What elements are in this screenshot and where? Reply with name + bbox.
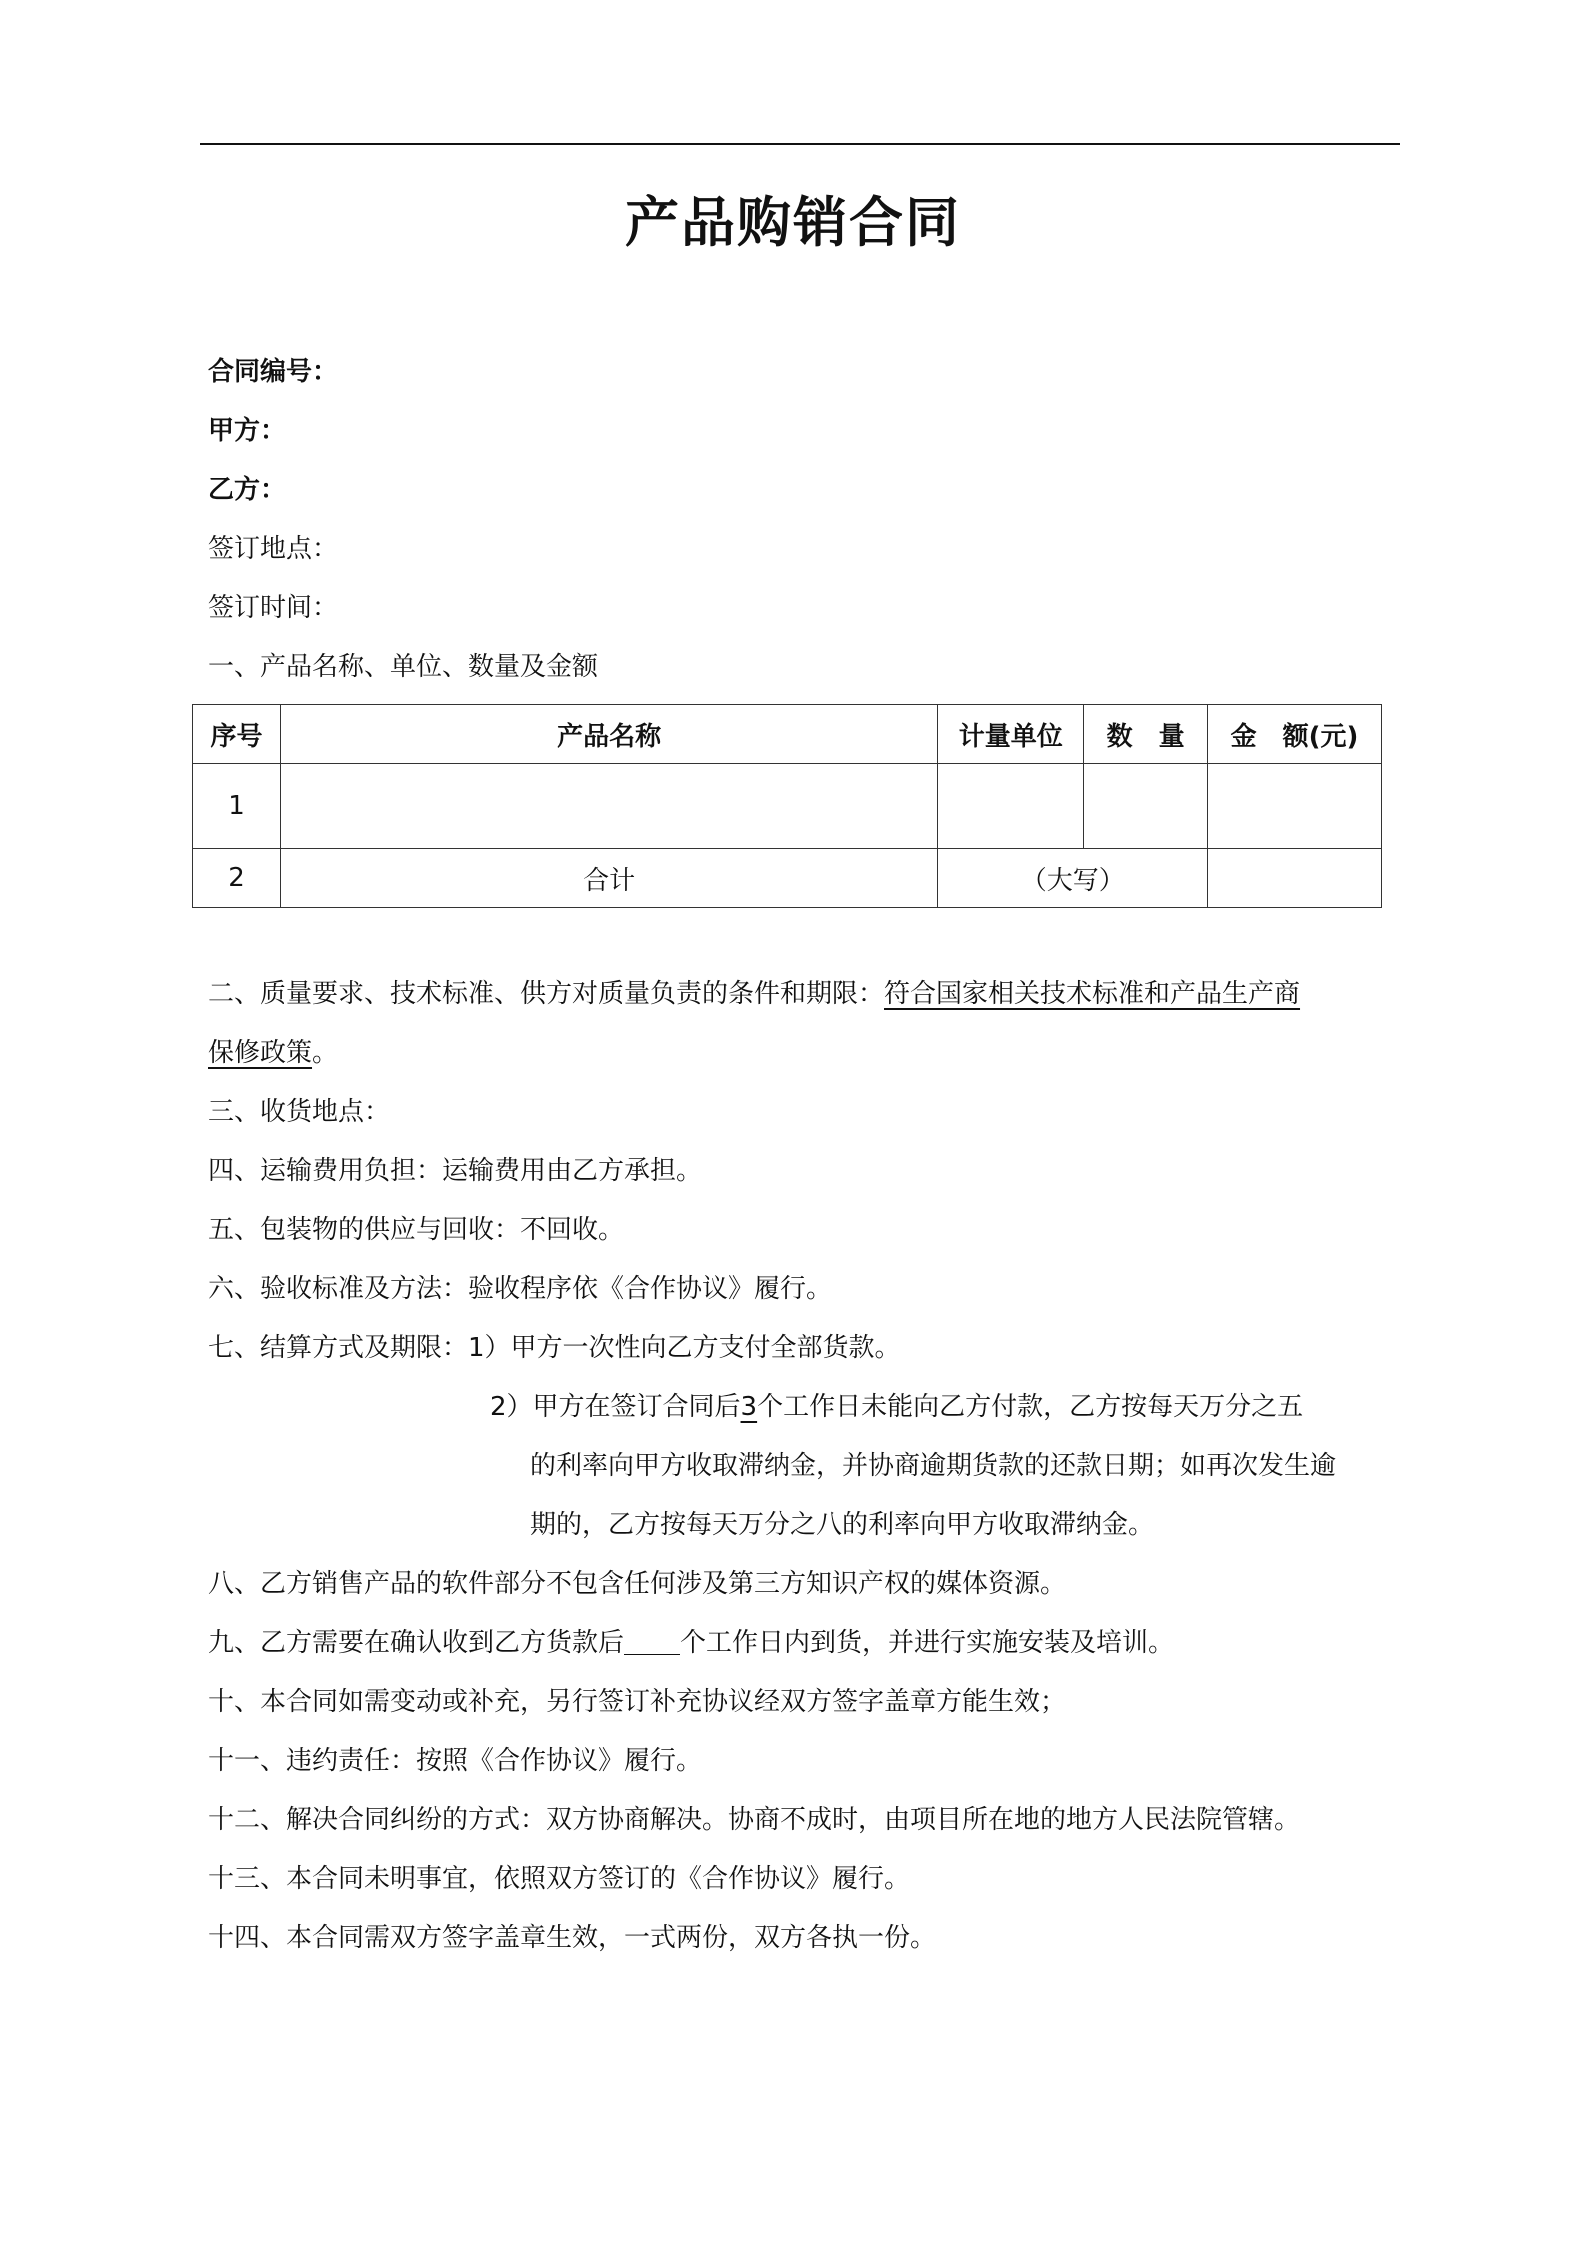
section-11: 十一、违约责任：按照《合作协议》履行。 [208, 1746, 703, 1776]
section-4: 四、运输费用负担：运输费用由乙方承担。 [208, 1156, 703, 1186]
section-7-line2-post: 个工作日未能向乙方付款，乙方按每天万分之五 [757, 1392, 1304, 1422]
row1-quantity [1084, 764, 1208, 849]
section-2-end: 。 [312, 1038, 339, 1068]
section-7-days: 3 [740, 1392, 758, 1422]
total-amount [1208, 849, 1382, 908]
section-9-blank [624, 1628, 680, 1655]
row1-no: 1 [193, 764, 281, 849]
section-9-pre: 九、乙方需要在确认收到乙方货款后 [208, 1628, 625, 1658]
sign-time-label: 签订时间： [208, 593, 339, 623]
section-9-post: 个工作日内到货，并进行实施安装及培训。 [680, 1628, 1175, 1658]
col-header-quantity: 数 量 [1084, 705, 1208, 764]
col-header-no: 序号 [193, 705, 281, 764]
section-2-underlined-2: 保修政策 [208, 1038, 313, 1068]
section-6: 六、验收标准及方法：验收程序依《合作协议》履行。 [208, 1274, 833, 1304]
col-header-amount: 金 额(元) [1208, 705, 1382, 764]
col-header-unit: 计量单位 [938, 705, 1084, 764]
section-5: 五、包装物的供应与回收：不回收。 [208, 1215, 625, 1245]
table-header-row [193, 705, 1382, 764]
section-2-prefix: 二、质量要求、技术标准、供方对质量负责的条件和期限： [208, 979, 885, 1009]
section-7-line2-pre: 2）甲方在签订合同后 [490, 1392, 741, 1422]
table-row [193, 764, 1382, 849]
section-13: 十三、本合同未明事宜，依照双方签订的《合作协议》履行。 [208, 1864, 911, 1894]
row2-no: 2 [193, 849, 281, 908]
table-row [193, 849, 1382, 908]
row1-product-name [280, 764, 937, 849]
total-capital: （大写） [938, 849, 1208, 908]
section-2-underlined-1: 符合国家相关技术标准和产品生产商 [884, 979, 1301, 1009]
section-7-line2 [490, 1389, 1303, 1425]
goods-table [192, 704, 1382, 908]
sign-place-label: 签订地点： [208, 534, 339, 564]
party-b-label: 乙方： [208, 475, 287, 505]
row1-unit [938, 764, 1084, 849]
section-2-line2 [208, 1035, 338, 1071]
section-7-line1: 七、结算方式及期限：1）甲方一次性向乙方支付全部货款。 [208, 1333, 901, 1363]
section-7-line4: 期的，乙方按每天万分之八的利率向甲方收取滞纳金。 [530, 1510, 1155, 1540]
contract-no-label: 合同编号： [208, 357, 339, 387]
section-9 [208, 1625, 1174, 1661]
page-title: 产品购销合同 [625, 191, 961, 254]
section-8: 八、乙方销售产品的软件部分不包含任何涉及第三方知识产权的媒体资源。 [208, 1569, 1067, 1599]
section-12: 十二、解决合同纠纷的方式：双方协商解决。协商不成时，由项目所在地的地方人民法院管辖。 [208, 1805, 1301, 1835]
section-2-line1 [208, 976, 1300, 1012]
section-7-line3: 的利率向甲方收取滞纳金，并协商逾期货款的还款日期；如再次发生逾 [530, 1451, 1337, 1481]
total-label: 合计 [280, 849, 937, 908]
party-a-label: 甲方： [208, 416, 287, 446]
section-1-heading: 一、产品名称、单位、数量及金额 [208, 652, 599, 682]
row1-amount [1208, 764, 1382, 849]
section-3: 三、收货地点： [208, 1097, 391, 1127]
section-10: 十、本合同如需变动或补充，另行签订补充协议经双方签字盖章方能生效； [208, 1687, 1067, 1717]
top-rule [200, 143, 1400, 145]
section-14: 十四、本合同需双方签字盖章生效，一式两份，双方各执一份。 [208, 1923, 937, 1953]
col-header-product-name: 产品名称 [280, 705, 937, 764]
